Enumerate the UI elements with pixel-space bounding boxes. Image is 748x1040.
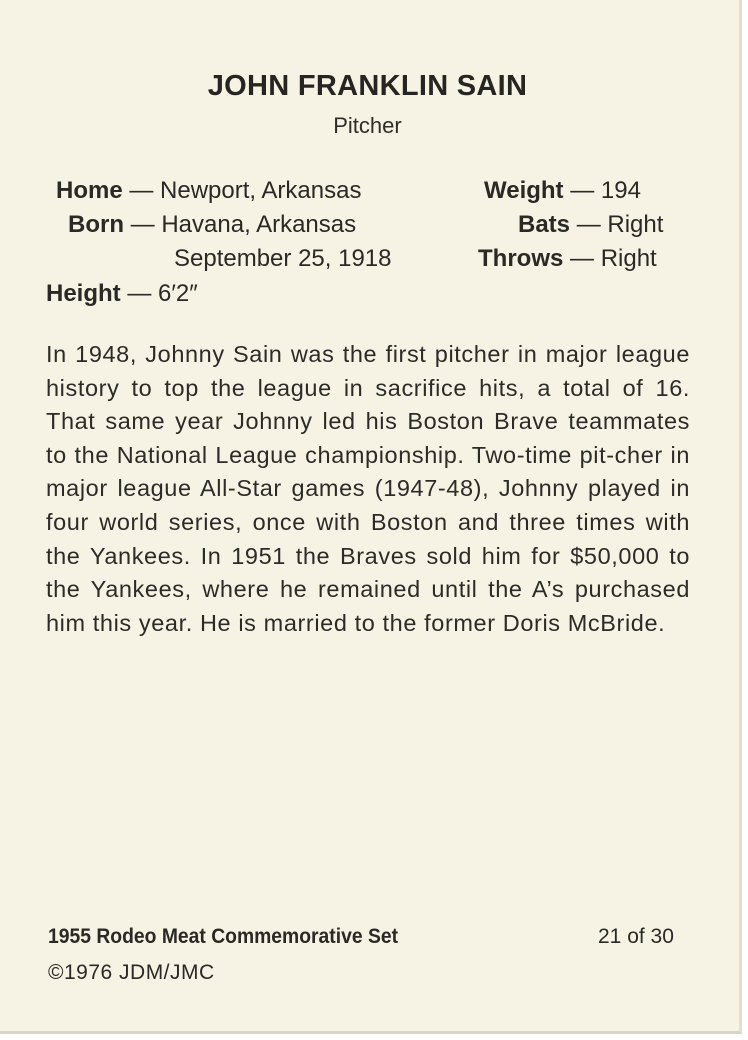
weight-stat [484,174,641,208]
born-label: Born [68,211,124,238]
player-name: JOHN FRANKLIN SAIN [207,70,528,102]
born-place: Havana, Arkansas [161,211,357,238]
throws-value: Right [600,245,657,272]
player-biography: In 1948, Johnny Sain was the first pitcher in major league history to top the league in sacrifice hits, a total of 16. That same year Johnny led his Boston Brave teammates to the National League championship. Two-time pit-cher in major league All-Star games (1947-48), Johnny played in four world series, once with Boston and three times with the Yankees. In 1951 the Braves sold him for $50,000 to the Yankees, where he remained until the A’s purchased him this year. He is married to the former Doris McBride. [46,341,690,636]
home-value: Newport, Arkansas [160,177,362,204]
home-separator: — [122,177,161,204]
card-number: 21 of 30 [598,925,674,948]
bats-separator: — [570,211,608,238]
weight-separator: — [563,177,601,204]
weight-value: 194 [600,177,641,204]
set-name: 1955 Rodeo Meat Commemorative Set [48,925,399,948]
bats-label: Bats [518,211,571,238]
bats-stat [518,208,663,242]
bats-value: Right [607,211,664,238]
throws-separator: — [563,245,601,272]
throws-stat [478,242,657,276]
home-label: Home [56,177,123,204]
home-stat [56,174,361,208]
height-label: Height [46,280,121,307]
born-date: September 25, 1918 [174,245,392,272]
height-stat [46,277,198,311]
born-separator: — [124,211,162,238]
weight-label: Weight [484,177,564,204]
throws-label: Throws [478,245,564,272]
born-stat [68,208,356,242]
player-position: Pitcher [333,113,402,138]
height-separator: — [120,280,159,307]
copyright-notice: ©1976 JDM/JMC [48,961,215,984]
height-value: 6′2″ [158,280,198,307]
